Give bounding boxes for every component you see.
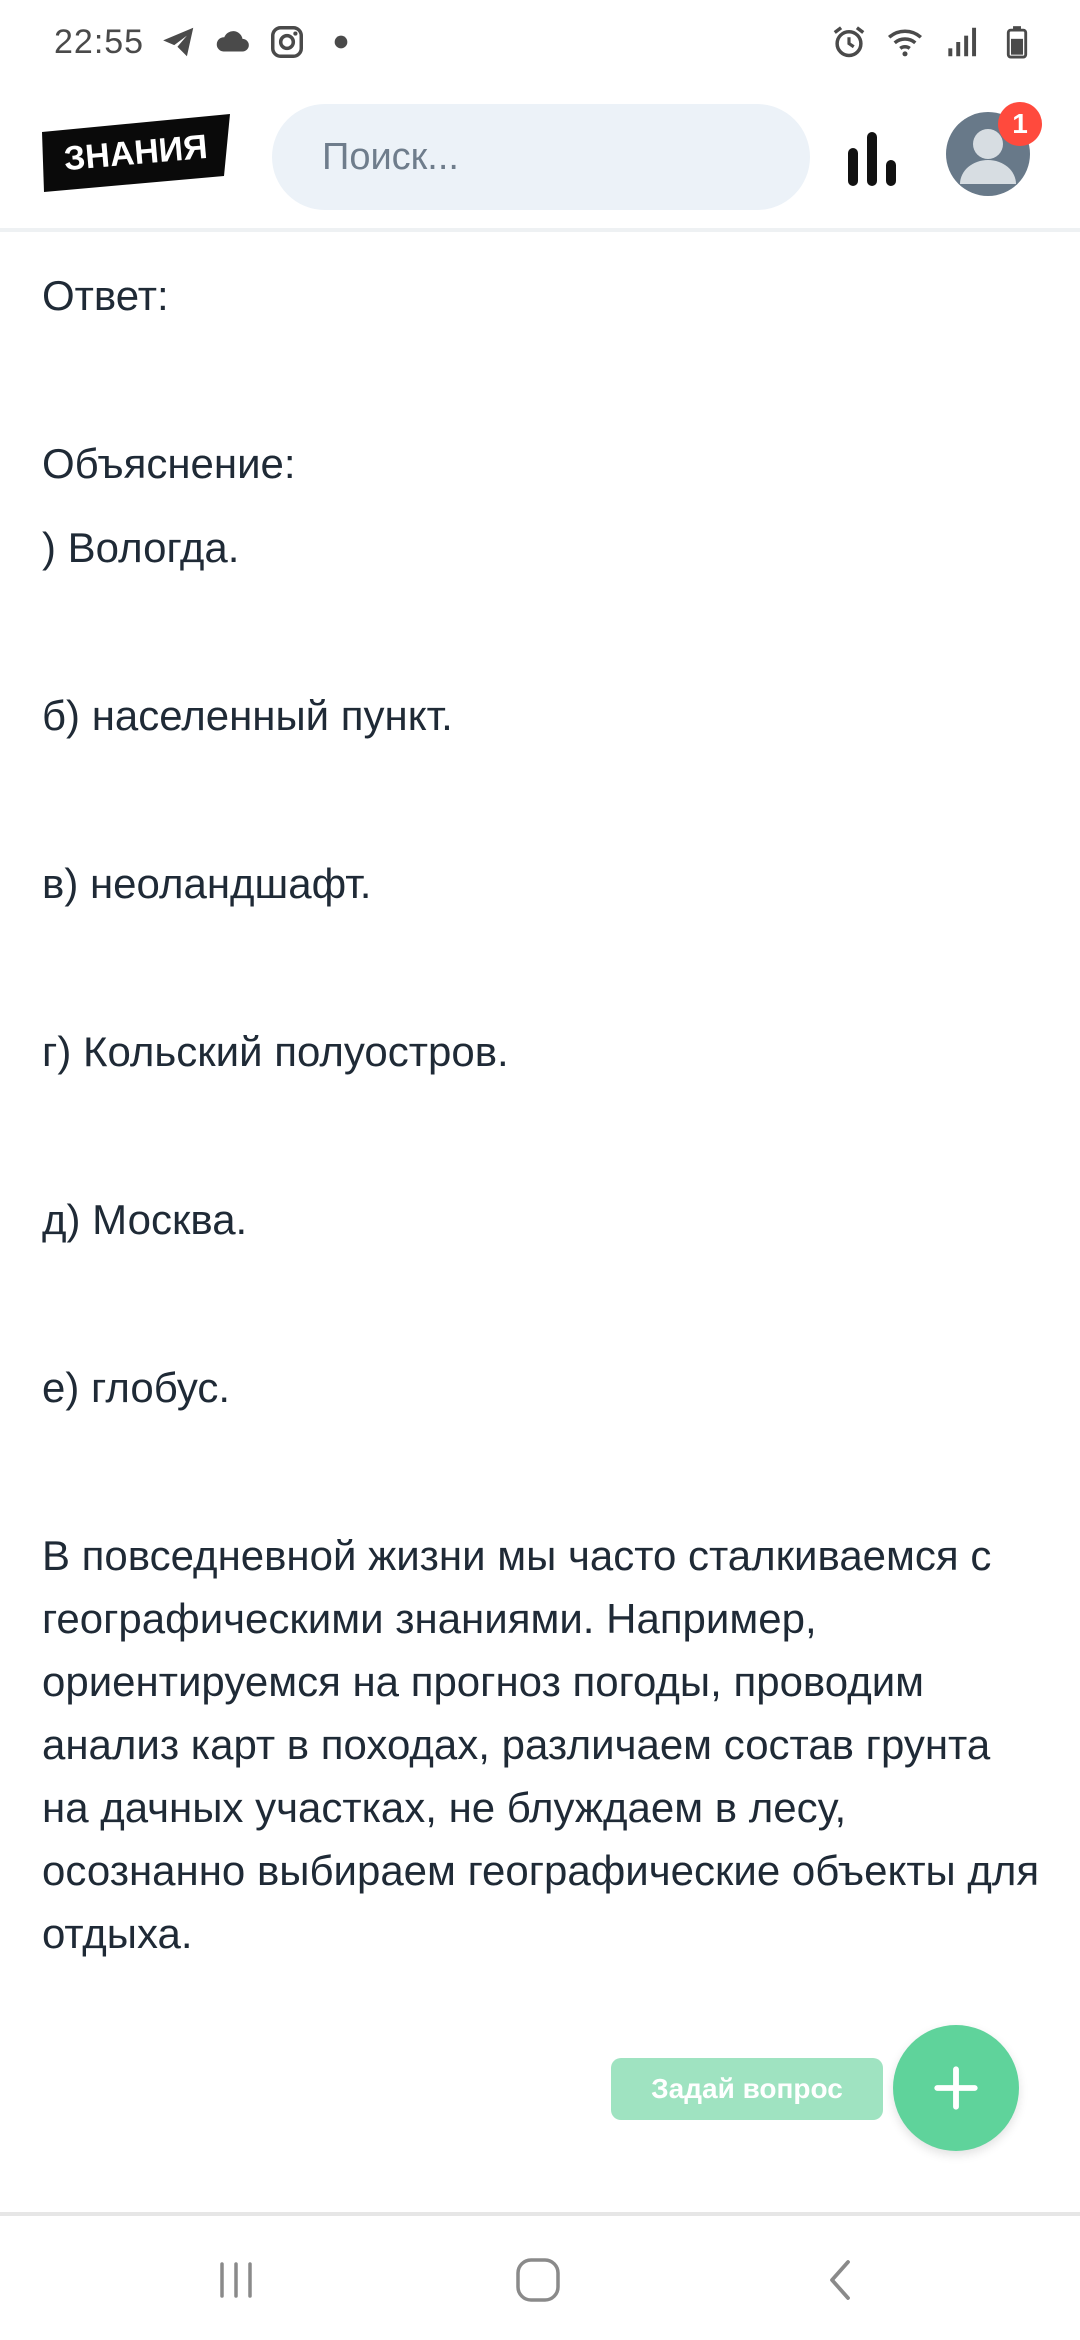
home-button[interactable] (512, 2254, 564, 2306)
home-icon (512, 2254, 564, 2306)
plus-icon (931, 2063, 981, 2113)
system-nav-bar (0, 2212, 1080, 2340)
alarm-icon (830, 23, 868, 61)
battery-icon (998, 23, 1036, 61)
profile-avatar-button[interactable] (946, 108, 1030, 196)
znania-logo[interactable] (42, 114, 230, 192)
list-item: г) Кольский полуостров. (42, 1028, 509, 1075)
back-button[interactable] (816, 2254, 868, 2306)
list-item: д) Москва. (42, 1196, 248, 1243)
signal-icon (942, 23, 980, 61)
instagram-icon (268, 23, 306, 61)
notification-badge[interactable]: 1 (998, 102, 1042, 146)
recent-apps-button[interactable] (210, 2254, 262, 2306)
explanation-label: Объяснение: (42, 440, 296, 487)
list-item: ) Вологда. (42, 524, 240, 571)
status-bar (0, 0, 1080, 84)
ask-question-button[interactable] (893, 2025, 1019, 2151)
app-header (0, 84, 1080, 232)
stats-icon[interactable] (846, 130, 898, 188)
ask-question-label[interactable]: Задай вопрос (611, 2058, 883, 2120)
cloud-icon (214, 23, 252, 61)
logo-text: ЗНАНИЯ (62, 127, 210, 179)
search-input[interactable] (320, 135, 813, 180)
explanation-paragraph: В повседневной жизни мы часто сталкиваемся с географическими знаниями. Например, ориентируемся на прогноз погоды, проводим анализ карт в походах, различаем состав грунта на дачных участках, не блуждаем в лесу, осознанно выбираем географические объекты для отдыха. (42, 1532, 1040, 1957)
answer-label: Ответ: (42, 272, 169, 319)
wifi-icon (886, 23, 924, 61)
dot-icon (322, 23, 360, 61)
list-item: в) неоландшафт. (42, 860, 372, 907)
status-left (54, 23, 360, 62)
search-box[interactable] (272, 104, 810, 210)
list-item: е) глобус. (42, 1364, 231, 1411)
status-right (830, 23, 1036, 61)
recent-apps-icon (210, 2254, 262, 2306)
status-time: 22:55 (54, 22, 145, 61)
answer-content (42, 232, 1042, 1965)
list-item: б) населенный пункт. (42, 692, 453, 739)
back-icon (816, 2254, 868, 2306)
telegram-icon (160, 23, 198, 61)
